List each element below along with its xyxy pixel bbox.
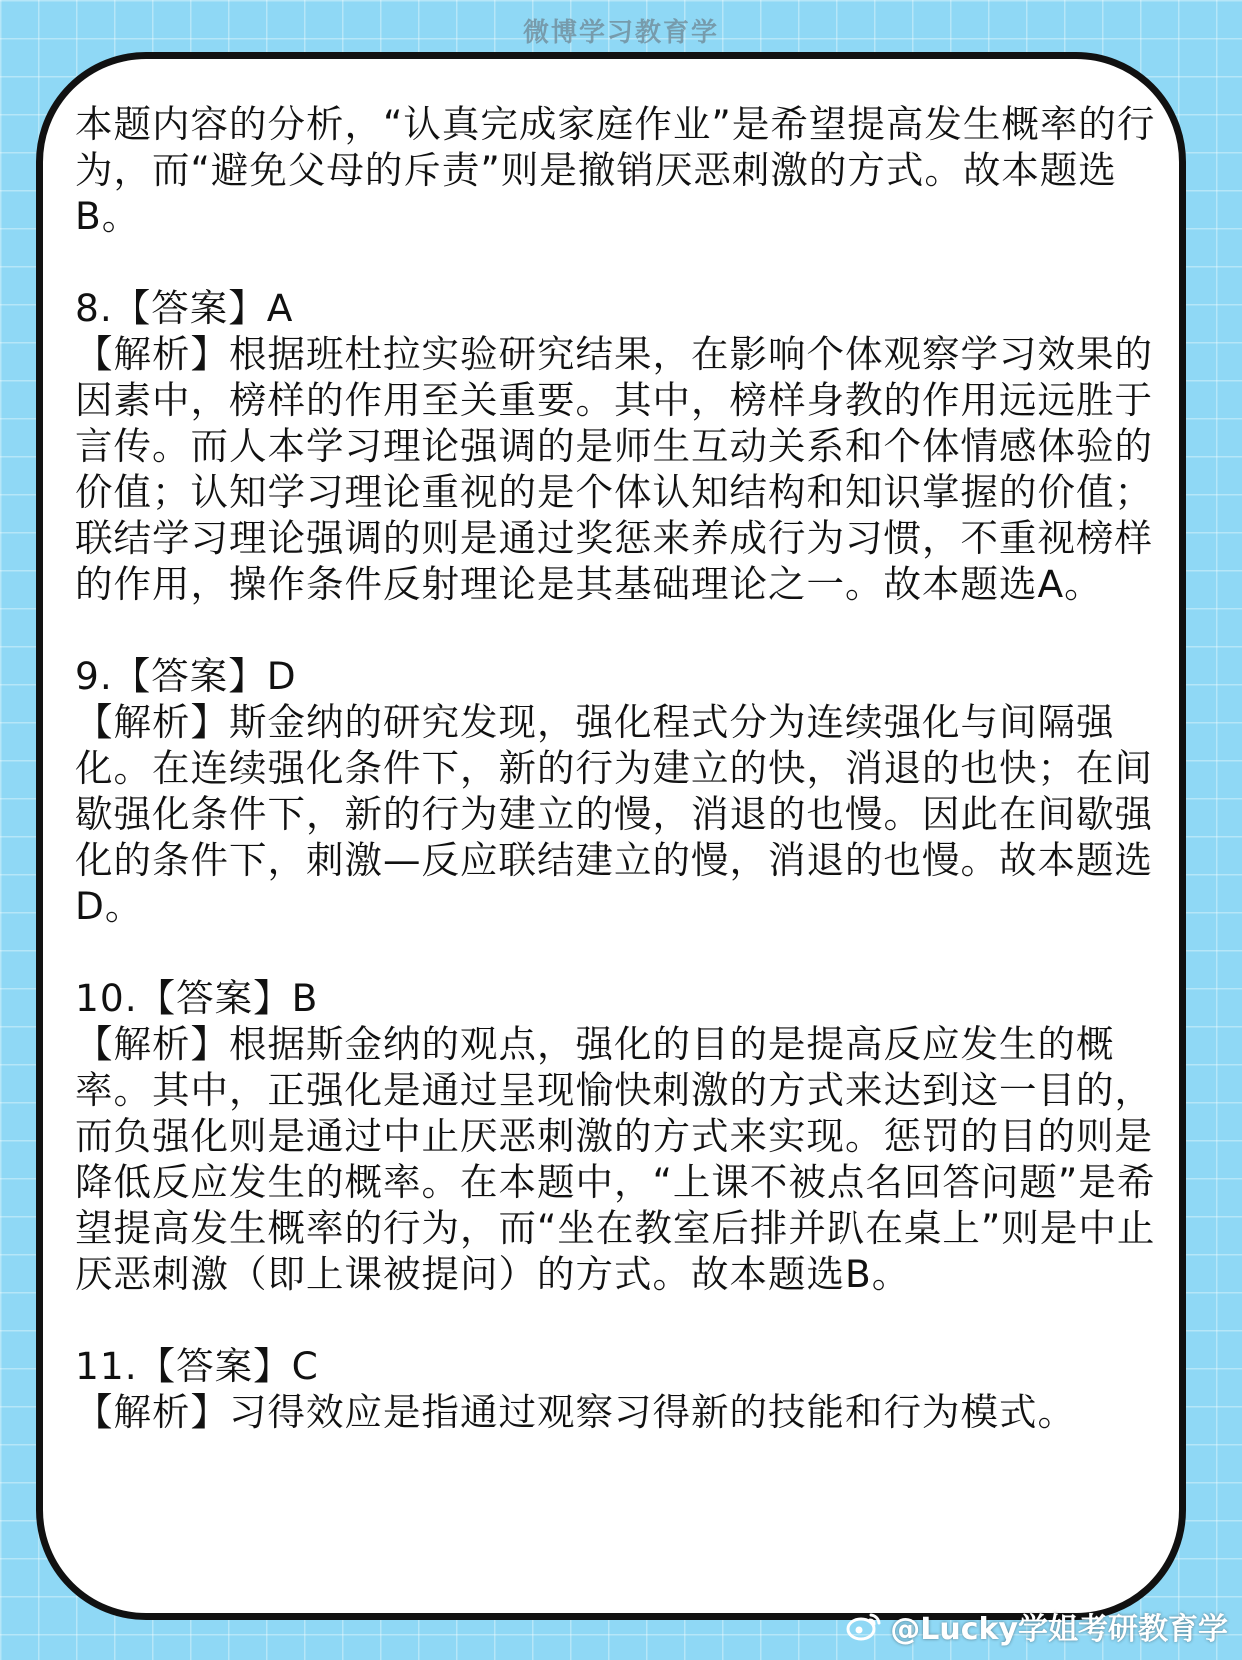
top-caption: 微博学习教育学 xyxy=(522,18,719,48)
spacer xyxy=(75,929,1165,975)
spacer xyxy=(75,239,1165,285)
spacer xyxy=(75,1297,1165,1343)
card-content xyxy=(75,101,1165,1435)
analysis-9: 【解析】斯金纳的研究发现，强化程式分为连续强化与间隔强化。在连续强化条件下，新的行为建立的快，消退的也快；在间歇强化条件下，新的行为建立的慢，消退的也慢。因此在间歇强化的条件下，刺激—反应联结建立的慢，消退的也慢。故本题选D。 xyxy=(75,700,1153,928)
watermark-text: @Lucky学姐考研教育学 xyxy=(890,1612,1228,1647)
intro-paragraph: 本题内容的分析，“认真完成家庭作业”是希望提高发生概率的行为，而“避免父母的斥责”则是撤销厌恶刺激的方式。故本题选B。 xyxy=(75,102,1156,238)
spacer xyxy=(75,607,1165,653)
watermark xyxy=(846,1606,1228,1646)
answer-10: 10.【答案】B xyxy=(75,976,319,1020)
analysis-11: 【解析】习得效应是指通过观察习得新的技能和行为模式。 xyxy=(75,1390,1076,1434)
analysis-8: 【解析】根据班杜拉实验研究结果，在影响个体观察学习效果的因素中，榜样的作用至关重要。其中，榜样身教的作用远远胜于言传。而人本学习理论强调的是师生互动关系和个体情感体验的价值；认知学习理论重视的是个体认知结构和知识掌握的价值；联结学习理论强调的则是通过奖惩来养成行为习惯，不重视榜样的作用，操作条件反射理论是其基础理论之一。故本题选A。 xyxy=(75,332,1153,606)
answer-9: 9.【答案】D xyxy=(75,654,297,698)
answer-card xyxy=(36,52,1186,1620)
answer-8: 8.【答案】A xyxy=(75,286,294,330)
answer-11: 11.【答案】C xyxy=(75,1344,319,1388)
analysis-10: 【解析】根据斯金纳的观点，强化的目的是提高反应发生的概率。其中，正强化是通过呈现愉快刺激的方式来达到这一目的，而负强化则是通过中止厌恶刺激的方式来实现。惩罚的目的则是降低反应发生的概率。在本题中，“上课不被点名回答问题”是希望提高发生概率的行为，而“坐在教室后排并趴在桌上”则是中止厌恶刺激（即上课被提问）的方式。故本题选B。 xyxy=(75,1022,1156,1296)
weibo-icon xyxy=(846,1611,882,1641)
